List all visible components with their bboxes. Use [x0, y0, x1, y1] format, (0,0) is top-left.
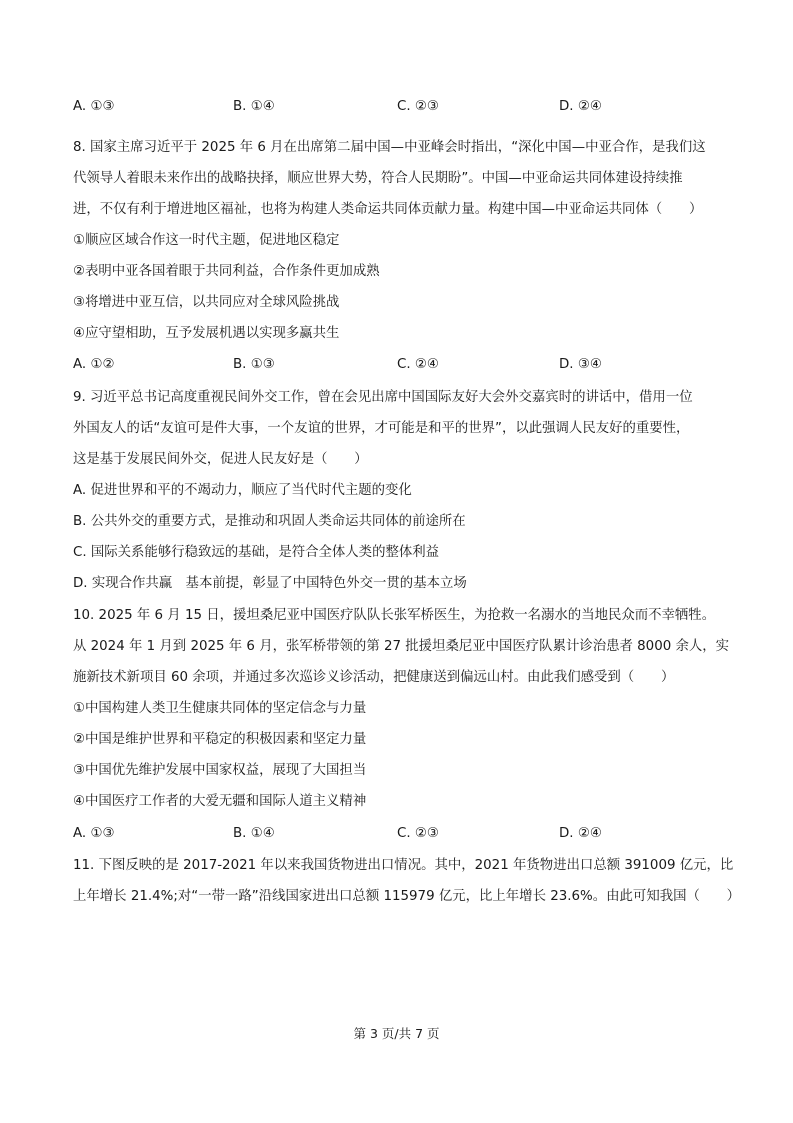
- q10-stem-line: 10. 2025 年 6 月 15 日，援坦桑尼亚中国医疗队队长张军桥医生，为抢救一名溺水的当地民众而不幸牺牲。: [73, 608, 716, 623]
- q11-stem-line: 上年增长 21.4%;对“一带一路”沿线国家进出口总额 115979 亿元，比上年增长 23.6%。由此可知我国（ ）: [73, 889, 741, 904]
- q8-statement-4: ④应守望相助，互予发展机遇以实现多赢共生: [73, 326, 340, 341]
- q10-statement-1: ①中国构建人类卫生健康共同体的坚定信念与力量: [73, 701, 367, 716]
- q9-stem-line: 这是基于发展民间外交，促进人民友好是（ ）: [73, 452, 368, 467]
- q8-stem-line: 进，不仅有利于增进地区福祉，也将为构建人类命运共同体贡献力量。构建中国—中亚命运共同体（ ）: [73, 202, 703, 217]
- q9-option-a[interactable]: A. 促进世界和平的不竭动力，顺应了当代时代主题的变化: [73, 483, 412, 498]
- q8-statement-3: ③将增进中亚互信，以共同应对全球风险挑战: [73, 295, 340, 310]
- q8-option-a[interactable]: A. ①②: [73, 357, 115, 372]
- q7-option-b[interactable]: B. ①④: [233, 99, 275, 114]
- q7-option-c[interactable]: C. ②③: [397, 99, 439, 114]
- q11-stem-line: 11. 下图反映的是 2017-2021 年以来我国货物进出口情况。其中，2021 年货物进出口总额 391009 亿元，比: [73, 858, 734, 873]
- q7-option-a[interactable]: A. ①③: [73, 99, 115, 114]
- q10-option-b[interactable]: B. ①④: [233, 826, 275, 841]
- q10-option-c[interactable]: C. ②③: [397, 826, 439, 841]
- q9-stem-line: 9. 习近平总书记高度重视民间外交工作，曾在会见出席中国国际友好大会外交嘉宾时的讲话中，借用一位: [73, 390, 693, 405]
- q10-option-a[interactable]: A. ①③: [73, 826, 115, 841]
- q7-option-d[interactable]: D. ②④: [559, 99, 602, 114]
- q10-statement-4: ④中国医疗工作者的大爱无疆和国际人道主义精神: [73, 794, 367, 809]
- q9-option-d[interactable]: D. 实现合作共赢 基本前提，彰显了中国特色外交一贯的基本立场: [73, 576, 467, 591]
- q9-option-b[interactable]: B. 公共外交的重要方式，是推动和巩固人类命运共同体的前途所在: [73, 514, 466, 529]
- q10-stem-line: 从 2024 年 1 月到 2025 年 6 月，张军桥带领的第 27 批援坦桑尼亚中国医疗队累计诊治患者 8000 余人，实: [73, 639, 730, 654]
- q8-option-d[interactable]: D. ③④: [559, 357, 602, 372]
- q8-statement-1: ①顺应区域合作这一时代主题，促进地区稳定: [73, 233, 340, 248]
- q10-stem-line: 施新技术新项目 60 余项，并通过多次巡诊义诊活动，把健康送到偏远山村。由此我们感受到（ ）: [73, 670, 675, 685]
- q8-statement-2: ②表明中亚各国着眼于共同利益，合作条件更加成熟: [73, 264, 380, 279]
- q10-statement-2: ②中国是维护世界和平稳定的积极因素和坚定力量: [73, 732, 367, 747]
- q10-option-d[interactable]: D. ②④: [559, 826, 602, 841]
- q9-stem-line: 外国友人的话“友谊可是件大事，一个友谊的世界，才可能是和平的世界”，以此强调人民友好的重要性，: [73, 421, 690, 436]
- page-number: 第 3 页/共 7 页: [353, 1026, 440, 1041]
- q10-statement-3: ③中国优先维护发展中国家权益，展现了大国担当: [73, 763, 367, 778]
- q8-option-b[interactable]: B. ①③: [233, 357, 275, 372]
- q8-stem-line: 8. 国家主席习近平于 2025 年 6 月在出席第二届中国—中亚峰会时指出，“深化中国—中亚合作，是我们这: [73, 140, 706, 155]
- q9-option-c[interactable]: C. 国际关系能够行稳致远的基础，是符合全体人类的整体利益: [73, 545, 440, 560]
- q8-option-c[interactable]: C. ②④: [397, 357, 439, 372]
- q8-stem-line: 代领导人着眼未来作出的战略抉择，顺应世界大势，符合人民期盼”。中国—中亚命运共同体建设持续推: [73, 171, 683, 186]
